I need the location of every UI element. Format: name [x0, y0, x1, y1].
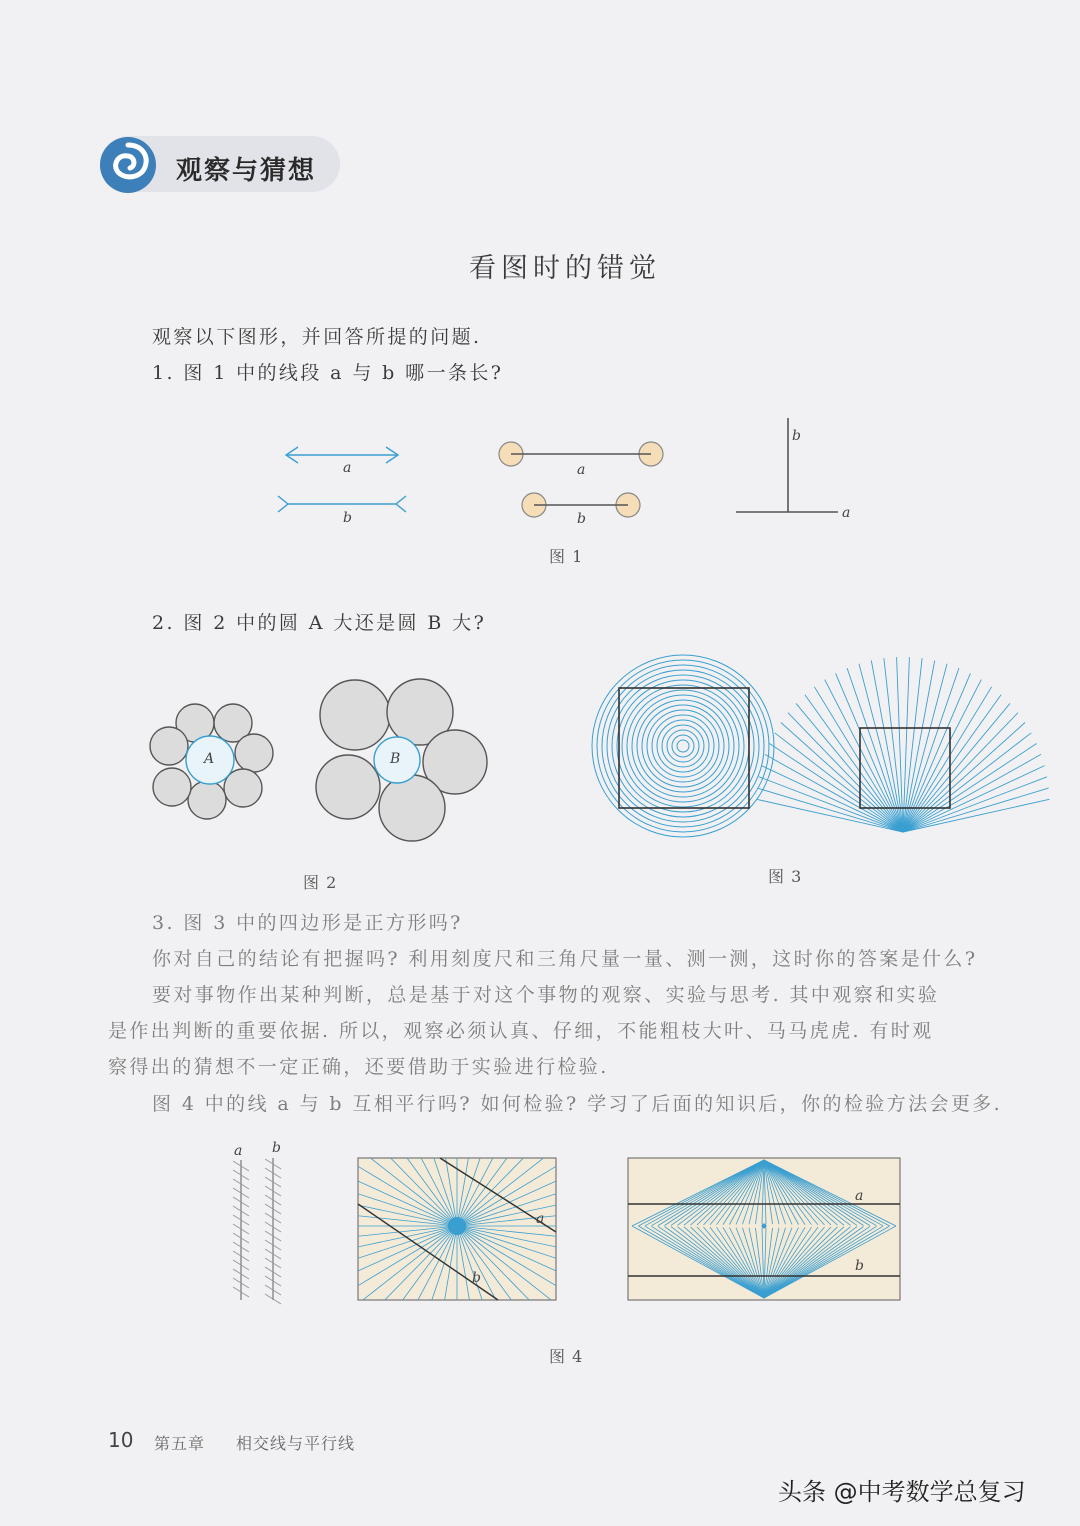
fig2-label-B: B [390, 751, 401, 767]
fig2-label-A: A [204, 751, 215, 767]
paragraph-2-line-3: 察得出的猜想不一定正确，还要借助于实验进行检验. [108, 1056, 609, 1078]
section-title: 观察与猜想 [176, 156, 317, 186]
fig4-label-a2: a [536, 1211, 545, 1227]
starburst-center [448, 1217, 466, 1235]
fig4-label-b1: b [272, 1140, 281, 1156]
fig1-label-a2: a [577, 462, 586, 478]
fig1-label-b2: b [577, 511, 586, 527]
chapter-number: 第五章 [154, 1434, 206, 1453]
question-2: 2. 图 2 中的圆 A 大还是圆 B 大? [152, 612, 487, 634]
fig1-label-b3: b [792, 428, 801, 444]
question-3: 3. 图 3 中的四边形是正方形吗? [152, 912, 463, 934]
page-number: 10 [108, 1428, 134, 1452]
fig1-label-a3: a [842, 505, 851, 521]
fig3-caption: 图 3 [768, 867, 803, 886]
fig4-label-b3: b [855, 1258, 864, 1274]
fig2-caption: 图 2 [303, 873, 338, 892]
question-1: 1. 图 1 中的线段 a 与 b 哪一条长? [152, 362, 504, 384]
intro-text: 观察以下图形，并回答所提的问题. [152, 326, 482, 348]
fig4-label-a3: a [855, 1188, 864, 1204]
fig1-caption: 图 1 [549, 547, 584, 566]
panel-diamond [628, 1158, 900, 1300]
page-title: 看图时的错觉 [469, 253, 661, 284]
paragraph-2-line-2: 是作出判断的重要依据. 所以，观察必须认真、仔细，不能粗枝大叶、马马虎虎. 有时观 [108, 1020, 934, 1042]
paragraph-1: 你对自己的结论有把握吗? 利用刻度尺和三角尺量一量、测一测，这时你的答案是什么? [152, 948, 978, 970]
fig4-label-a1: a [234, 1143, 243, 1159]
zollner-lines [233, 1158, 281, 1304]
fig4-caption: 图 4 [549, 1347, 584, 1366]
diamond-center [762, 1224, 767, 1229]
paragraph-3: 图 4 中的线 a 与 b 互相平行吗? 如何检验? 学习了后面的知识后，你的检验方法会更多. [152, 1093, 1003, 1115]
fig1-label-a1: a [343, 460, 352, 476]
watermark: 头条 @中考数学总复习 [778, 1478, 1026, 1506]
chapter-title: 相交线与平行线 [236, 1434, 356, 1453]
fig4-label-b2: b [472, 1270, 481, 1286]
paragraph-2-line-1: 要对事物作出某种判断，总是基于对这个事物的观察、实验与思考. 其中观察和实验 [152, 984, 940, 1006]
fig1-label-b1: b [343, 510, 352, 526]
